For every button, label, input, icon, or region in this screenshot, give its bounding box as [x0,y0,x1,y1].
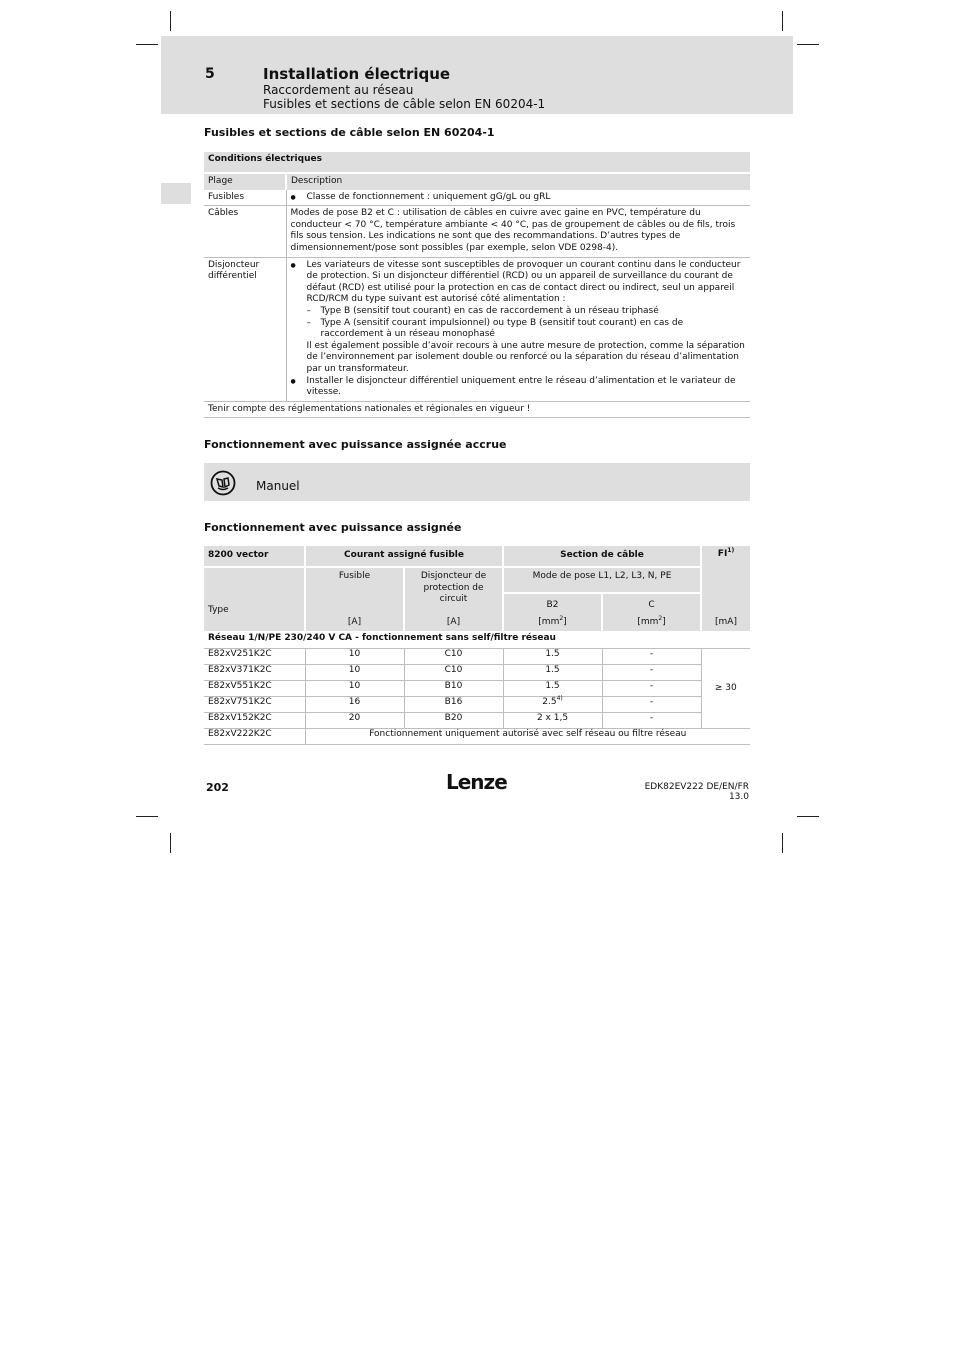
bullet-item: ● Installer le disjoncteur différentiel uniquement entre le réseau d’alimentation et le variateur de vitesse. [291,376,747,399]
unit-label: [A] [305,617,404,631]
chapter-number: 5 [205,66,215,82]
column-header: B2 [503,593,602,617]
column-header: Fusible [305,567,404,617]
column-header: Disjoncteur de protection de circuit [404,567,503,617]
crop-mark [797,44,819,45]
crop-mark [136,44,158,45]
manual-reference [204,463,750,501]
document-code: EDK82EV222 DE/EN/FR 13.0 [644,782,749,802]
lenze-logo: Lenze [446,770,507,794]
note-text: Il est également possible d’avoir recours à une autre mesure de protection, comme la séparation de l’environnement par isolement double ou renforcé ou la séparation du réseau d’alimentation par un transformateur. [306,340,745,374]
column-header: Courant assigné fusible [305,546,503,567]
chapter-subtitle: Raccordement au réseau [263,83,414,97]
column-header: 8200 vector [204,546,305,567]
network-row: Réseau 1/N/PE 230/240 V CA - fonctionnement sans self/filtre réseau [204,631,750,649]
table-row: E82xV751K2C 16 B16 2.5$^{4)}$ - [204,697,750,713]
column-header: Type [204,567,305,617]
dash-item: – Type B (sensitif tout courant) en cas de raccordement à un réseau triphasé [307,306,747,318]
bullet-item: Les variateurs de vitesse sont susceptibles de provoquer un courant continu dans le conducteur de protection. Si un disjoncteur différentiel (RCD) ou un appareil de surveillance du courant de défaut (RCD) est utilisé pour la protection en cas de contact direct ou indirect, seul un appareil RCD/RCM du type suivant est autorisé côté alimentation : [306,259,741,305]
manual-book-icon [210,470,236,496]
fi-value: ≥ 30 [701,649,750,729]
bullet-item: ● Classe de fonctionnement : uniquement gG/gL ou gRL [291,192,747,204]
side-tab-marker [161,183,191,204]
section-heading: Fonctionnement avec puissance assignée accrue [204,438,507,451]
column-header: Mode de pose L1, L2, L3, N, PE [503,567,701,593]
chapter-header [161,36,793,114]
crop-mark [170,11,171,31]
chapter-title: Installation électrique [263,65,451,83]
table-row: E82xV222K2C Fonctionnement uniquement autorisé avec self réseau ou filtre réseau [204,729,750,745]
unit-label: [mm [637,617,659,627]
page-number: 202 [206,781,229,794]
table-row: E82xV251K2C 10 C10 1.5 - ≥ 30 [204,649,750,665]
table-footnote: Tenir compte des réglementations nationales et régionales en vigueur ! [204,401,750,418]
column-header: Description [286,173,750,190]
row-label: Disjoncteur différentiel [204,257,286,401]
section-heading: Fusibles et sections de câble selon EN 60204-1 [204,126,495,139]
table-row: E82xV371K2C 10 C10 1.5 - [204,665,750,681]
table-title: Conditions électriques [204,152,750,173]
manual-label: Manuel [256,479,300,493]
table-row [204,206,750,257]
crop-mark [782,833,783,853]
unit-label: [A] [404,617,503,631]
conditions-table [204,152,750,418]
footnote-ref: 1) [727,547,735,554]
table-row: E82xV152K2C 20 B20 2 x 1,5 - [204,713,750,729]
restriction-note: Fonctionnement uniquement autorisé avec self réseau ou filtre réseau [305,729,750,745]
section-heading: Fonctionnement avec puissance assignée [204,521,462,534]
unit-label: [mm [538,617,560,627]
crop-mark [136,816,158,817]
crop-mark [797,816,819,817]
row-text: Modes de pose B2 et C : utilisation de câbles en cuivre avec gaine en PVC, température du conducteur < 70 °C, température ambiante < 40 °C, pas de groupement de câbles ou de fils, trois fils sous tension. Les indications ne sont que des recommandations. D’autres types de dimensionnement/pose sont possibles (par exemple, selon VDE 0298-4). [286,206,750,257]
table-row [204,190,750,206]
column-header: Plage [204,173,286,190]
chapter-subtitle: Fusibles et sections de câble selon EN 60204-1 [263,97,546,111]
row-label: Câbles [204,206,286,257]
crop-mark [170,833,171,853]
crop-mark [782,11,783,31]
table-row: E82xV551K2C 10 B10 1.5 - [204,681,750,697]
footnote-ref: 4) [556,695,563,702]
table-row [204,257,750,401]
row-label: Fusibles [204,190,286,206]
column-header: FI [717,549,728,559]
column-header: Section de câble [503,546,701,567]
dash-item: – Type A (sensitif courant impulsionnel) ou type B (sensitif tout courant) en cas de raccordement à un réseau monophasé [307,318,747,341]
fuse-data-table: 8200 vector Courant assigné fusible Section de câble FI$^{1)}$ Type Fusible Disjoncteur de protection de circuit Mode de pose L1, L2, L3, N, PE B2 C [A] [A] $[mm^2]$ $[mm^2]$ [mA] Réseau 1/N/PE 230/240 V CA - fonctionnement sans self/filtre réseau E82xV251K2C 10 C10 1.5 - ≥ 30 E82xV371K2C 10 C10 1.5 - E82xV551K2C 10 B10 1.5 - E82xV751K2C 16 B16 2.5$^{4)}$ - E82xV152K2C 20 B20 2 x 1,5 - E82xV222K2C Fonctionnement uniquement autorisé avec self réseau ou filtre réseau [204,546,750,745]
column-header: C [602,593,701,617]
unit-label: [mA] [701,617,750,631]
